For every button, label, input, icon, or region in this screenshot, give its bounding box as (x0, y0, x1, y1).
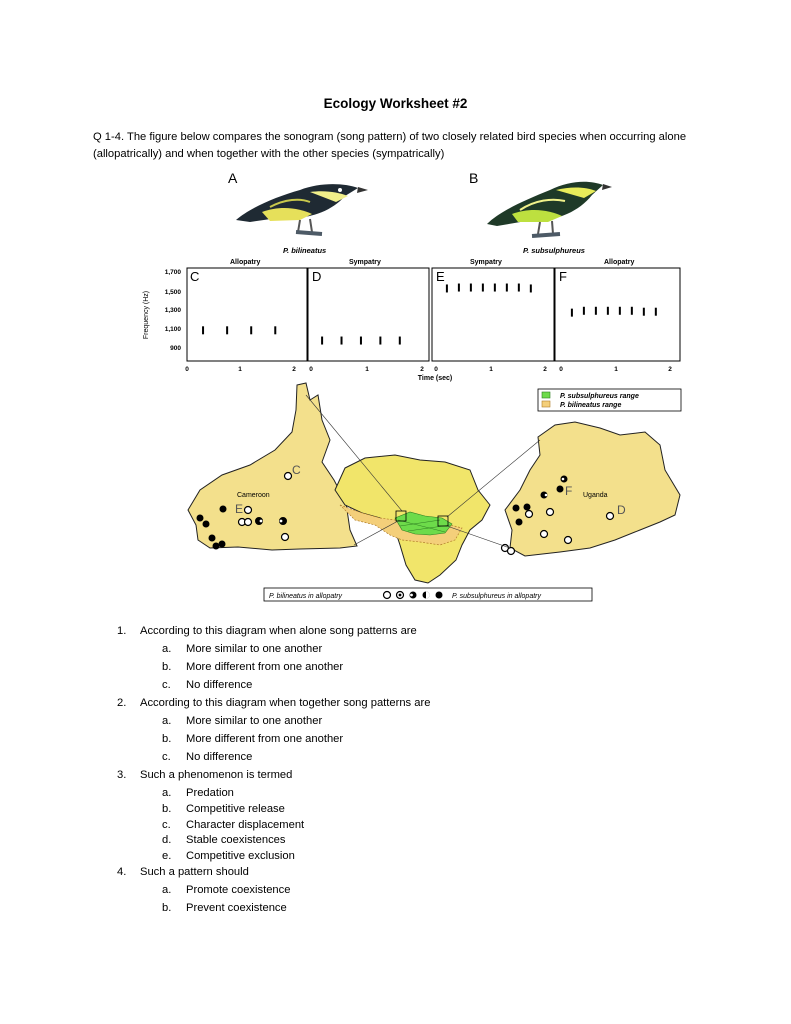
x-tick: 1 (614, 366, 618, 373)
song-note-mark (321, 337, 323, 345)
bird-a-illustration (236, 184, 368, 234)
y-tick: 1,700 (164, 269, 181, 276)
question-number: 3. (117, 769, 127, 781)
option-letter: c. (162, 751, 171, 763)
song-note-mark (643, 308, 645, 316)
song-note-mark (399, 337, 401, 345)
option-text: Stable coexistences (186, 834, 286, 847)
song-note-mark (274, 326, 276, 334)
song-note-mark (571, 309, 573, 317)
x-tick: 1 (365, 366, 369, 373)
song-note-mark (250, 326, 252, 334)
uganda-label: Uganda (583, 492, 608, 499)
intro-text: Q 1-4. The figure below compares the sonogram (song pattern) of two closely related bird species when occurring alone (allopatrically) and when together with the other species (sympatrically) (93, 131, 687, 160)
panel-f-label: F (559, 269, 567, 284)
question-number: 1. (117, 625, 127, 637)
panel-c-condition: Allopatry (230, 259, 261, 266)
song-note-mark (226, 326, 228, 334)
song-note-mark (530, 284, 532, 292)
legend-subsulphureus-allopatry: P. subsulphureus in allopatry (452, 593, 541, 600)
option-text: No difference (186, 679, 253, 691)
song-note-mark (379, 337, 381, 345)
sonogram-panels (187, 268, 680, 361)
song-note-mark (494, 284, 496, 292)
panel-b-label: B (469, 170, 479, 186)
song-note-mark (446, 284, 448, 292)
y-tick: 1,100 (164, 326, 181, 333)
option-text: Competitive exclusion (186, 850, 295, 863)
song-note-mark (202, 326, 204, 334)
question-text: According to this diagram when together song patterns are (140, 697, 431, 709)
option-letter: e. (162, 850, 172, 863)
song-note-mark (595, 307, 597, 315)
panel-e-label: E (436, 269, 445, 284)
song-note-mark (655, 308, 657, 316)
question-number: 4. (117, 866, 127, 878)
song-note-mark (470, 284, 472, 292)
song-note-mark (458, 284, 460, 292)
song-note-mark (518, 284, 520, 292)
question-text: Such a pattern should (140, 866, 249, 878)
x-tick: 1 (489, 366, 493, 373)
x-tick: 2 (420, 366, 424, 373)
map-d-label: D (617, 503, 626, 517)
option-letter: b. (162, 902, 172, 914)
y-tick: 1,500 (164, 289, 181, 296)
song-note-mark (619, 307, 621, 315)
option-letter: a. (162, 715, 172, 727)
option-text: Promote coexistence (186, 884, 291, 896)
song-note-mark (631, 307, 633, 315)
cameroon-map (188, 383, 357, 550)
y-tick: 1,300 (164, 307, 181, 314)
option-letter: d. (162, 834, 172, 847)
cameroon-label: Cameroon (237, 492, 270, 499)
option-text: No difference (186, 751, 253, 763)
map-c-label: C (292, 463, 301, 477)
x-tick: 2 (543, 366, 547, 373)
option-text: More different from one another (186, 733, 344, 745)
panel-d-label: D (312, 269, 322, 284)
x-tick: 0 (434, 366, 438, 373)
panel-d-condition: Sympatry (349, 259, 381, 266)
y-axis-label: Frequency (Hz) (143, 290, 150, 340)
song-note-mark (341, 337, 343, 345)
species-a-label: P. bilineatus (283, 246, 327, 255)
bird-b-illustration (487, 182, 612, 236)
x-tick: 0 (559, 366, 563, 373)
option-text: Prevent coexistence (186, 902, 287, 914)
option-text: More similar to one another (186, 643, 323, 655)
option-text: More similar to one another (186, 715, 323, 727)
option-letter: c. (162, 818, 171, 831)
option-letter: a. (162, 787, 172, 799)
panel-e-condition: Sympatry (470, 259, 502, 266)
x-tick: 2 (668, 366, 672, 373)
x-tick: 0 (185, 366, 189, 373)
map-e-label: E (235, 502, 244, 516)
panel-a-label: A (228, 170, 238, 186)
x-axis-label: Time (sec) (417, 375, 453, 382)
site-legend (264, 588, 592, 601)
song-note-mark (360, 337, 362, 345)
option-letter: a. (162, 643, 172, 655)
uganda-map (505, 422, 680, 556)
species-b-label: P. subsulphureus (523, 246, 585, 255)
song-note-mark (482, 284, 484, 292)
option-letter: b. (162, 802, 172, 815)
question-number: 2. (117, 697, 127, 709)
range-legend (538, 389, 681, 411)
option-letter: c. (162, 679, 171, 691)
x-tick: 0 (309, 366, 313, 373)
option-text: Predation (186, 787, 234, 799)
panel-f-condition: Allopatry (604, 259, 635, 266)
page-title: Ecology Worksheet #2 (323, 96, 468, 111)
x-tick: 2 (292, 366, 296, 373)
y-tick: 900 (170, 345, 181, 352)
map-f-label: F (565, 484, 573, 498)
song-note-mark (506, 284, 508, 292)
option-letter: a. (162, 884, 172, 896)
option-text: Competitive release (186, 802, 285, 815)
x-tick: 1 (238, 366, 242, 373)
africa-map (335, 455, 490, 583)
legend-bilineatus: P. bilineatus range (560, 402, 622, 409)
legend-bilineatus-allopatry: P. bilineatus in allopatry (269, 593, 343, 600)
legend-subsulphureus: P. subsulphureus range (560, 393, 639, 400)
option-letter: b. (162, 661, 172, 673)
song-note-mark (583, 307, 585, 315)
option-text: Character displacement (186, 818, 305, 831)
panel-c-label: C (190, 269, 200, 284)
option-letter: b. (162, 733, 172, 745)
question-text: According to this diagram when alone song patterns are (140, 625, 417, 637)
option-text: More different from one another (186, 661, 344, 673)
song-note-mark (607, 307, 609, 315)
question-text: Such a phenomenon is termed (140, 769, 293, 781)
